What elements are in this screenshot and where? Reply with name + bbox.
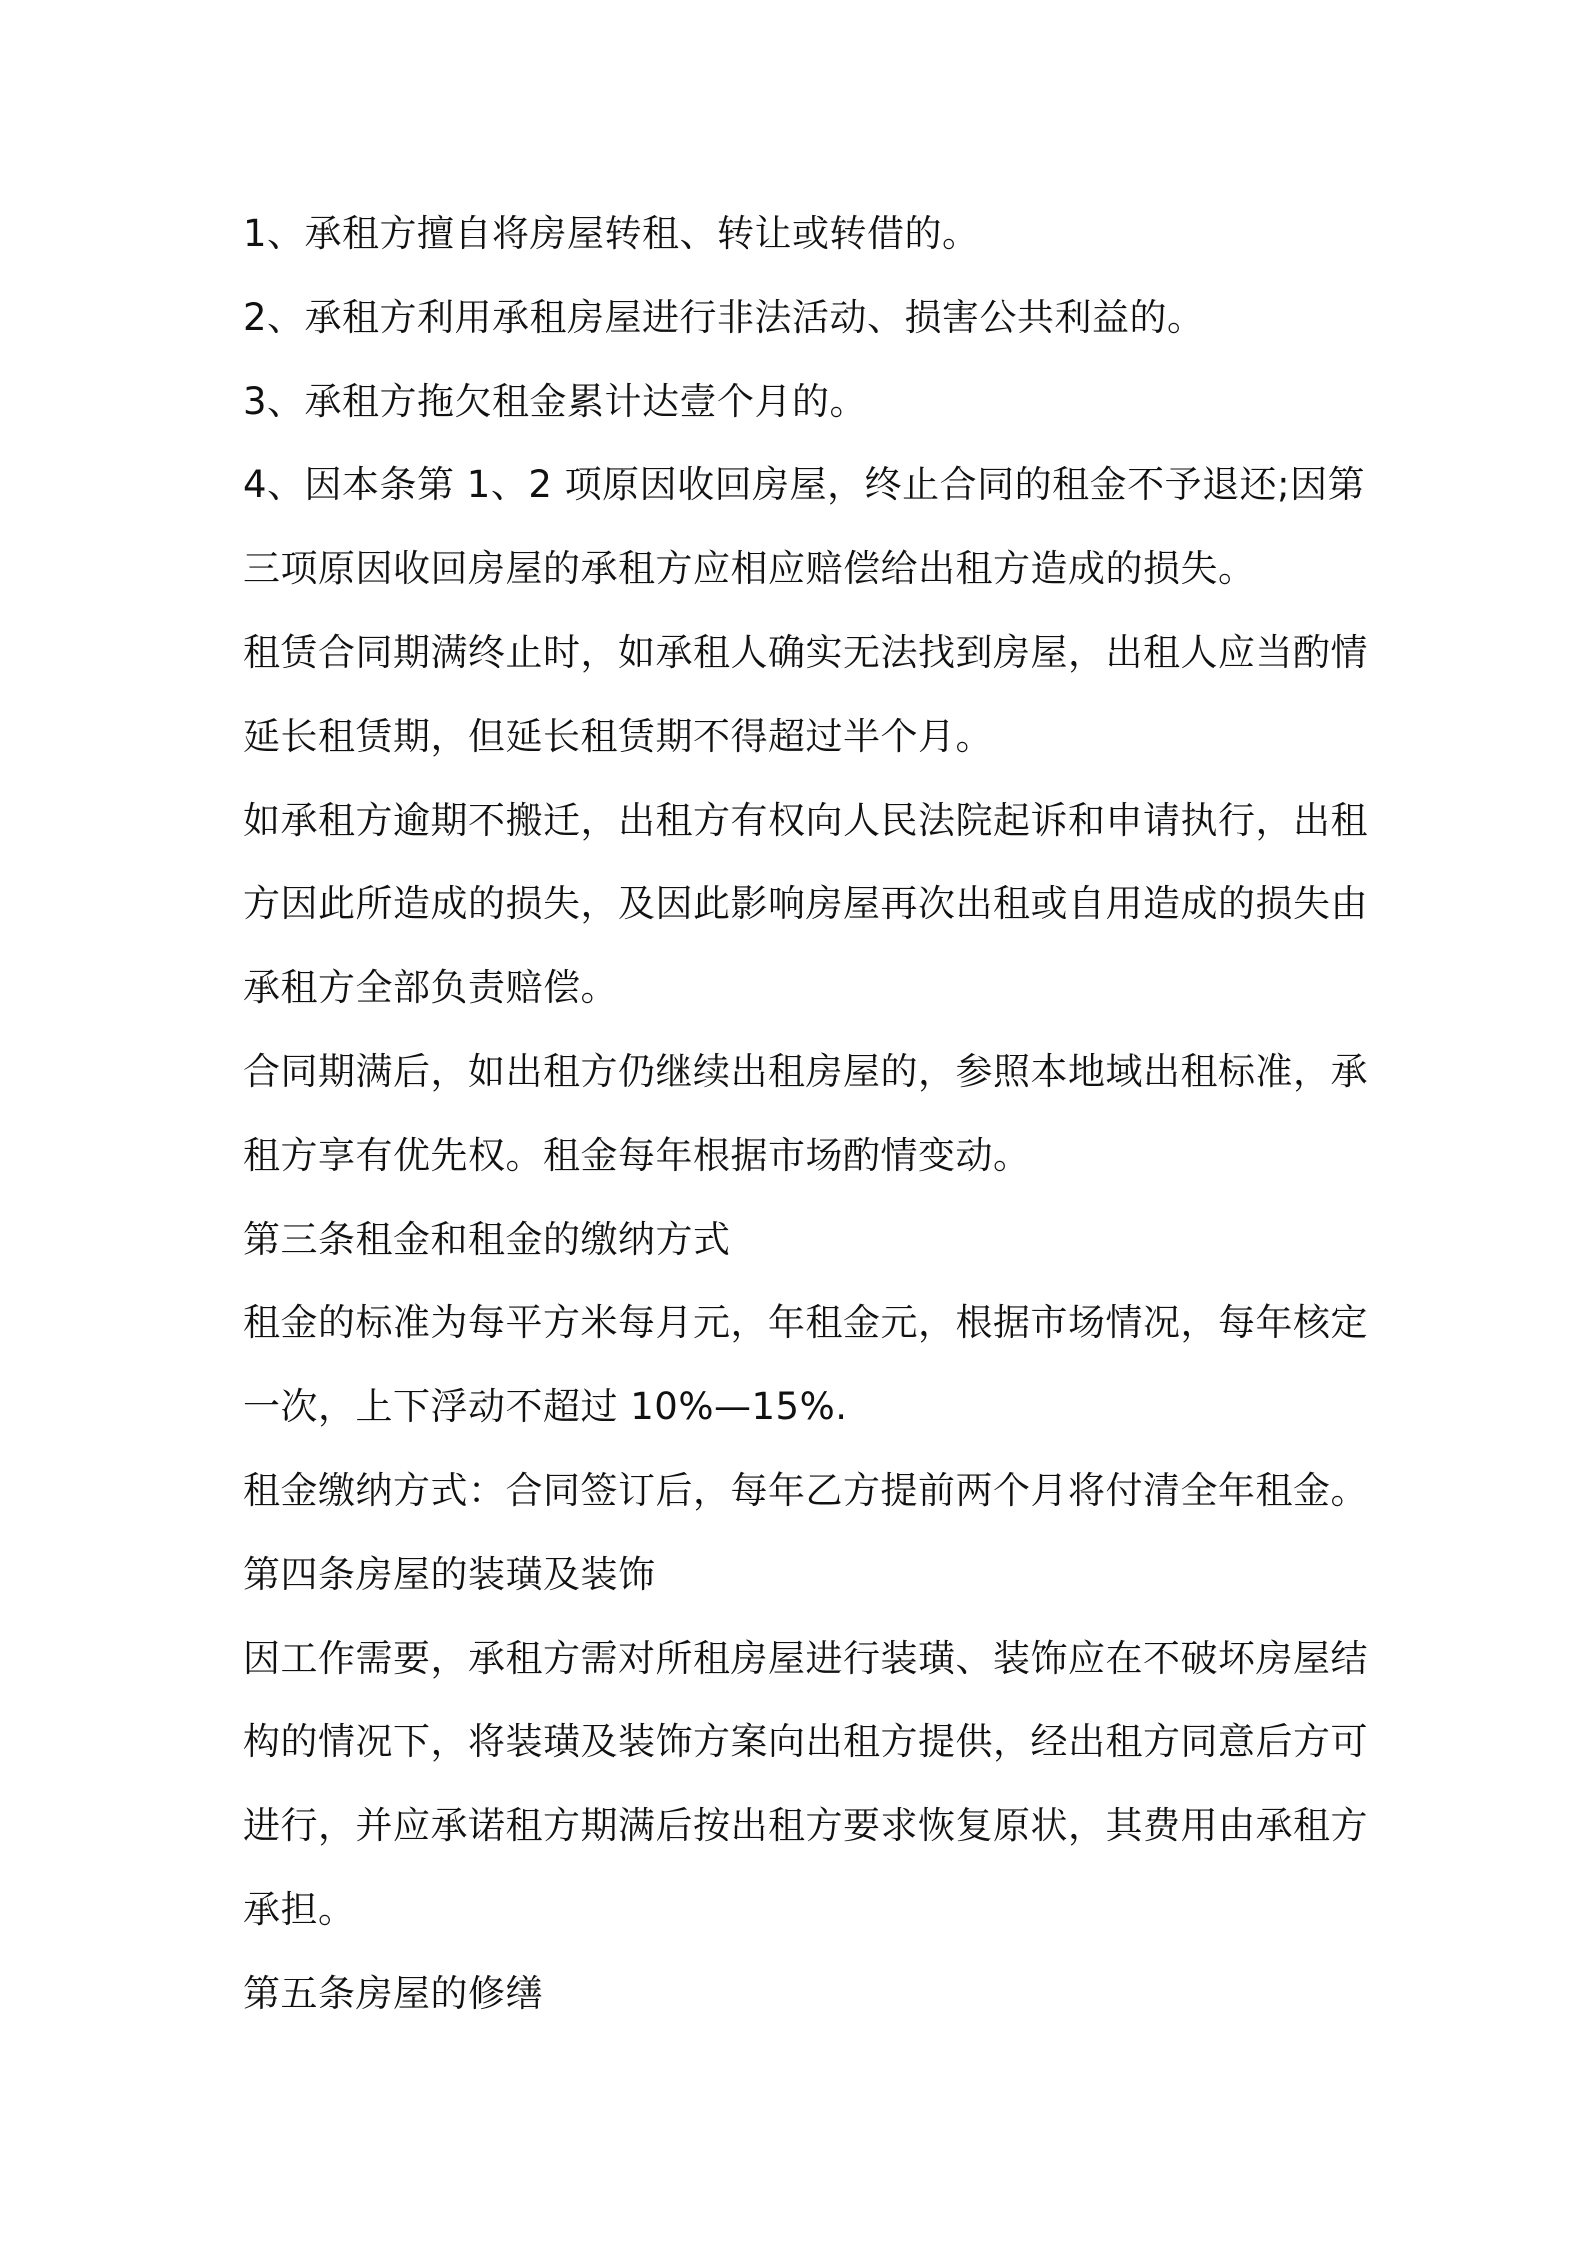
text-line: 1、承租方擅自将房屋转租、转让或转借的。 bbox=[243, 212, 980, 255]
text-line: 4、因本条第 1、2 项原因收回房屋，终止合同的租金不予退还;因第 bbox=[243, 463, 1366, 507]
text-line: 承租方全部负责赔偿。 bbox=[243, 966, 618, 1010]
text-line: 延长租赁期，但延长租赁期不得超过半个月。 bbox=[243, 714, 993, 758]
document-body bbox=[243, 192, 1368, 2036]
section-heading-article-4: 第四条房屋的装璜及装饰 bbox=[243, 1552, 656, 1596]
section-heading-article-3: 第三条租金和租金的缴纳方式 bbox=[243, 1217, 731, 1261]
section-heading-article-5: 第五条房屋的修缮 bbox=[243, 1971, 543, 2015]
text-line: 三项原因收回房屋的承租方应相应赔偿给出租方造成的损失。 bbox=[243, 547, 1256, 591]
text-line: 因工作需要，承租方需对所租房屋进行装璜、装饰应在不破坏房屋结 bbox=[243, 1636, 1368, 1680]
text-line: 3、承租方拖欠租金累计达壹个月的。 bbox=[243, 379, 868, 423]
text-line: 租金缴纳方式：合同签订后，每年乙方提前两个月将付清全年租金。 bbox=[243, 1468, 1368, 1512]
text-line: 构的情况下，将装璜及装饰方案向出租方提供，经出租方同意后方可 bbox=[243, 1720, 1368, 1764]
text-line: 租金的标准为每平方米每月元，年租金元，根据市场情况，每年核定 bbox=[243, 1301, 1368, 1345]
text-line: 进行，并应承诺租方期满后按出租方要求恢复原状，其费用由承租方 bbox=[243, 1804, 1368, 1848]
text-line: 合同期满后，如出租方仍继续出租房屋的，参照本地域出租标准，承 bbox=[243, 1049, 1368, 1093]
text-line: 方因此所造成的损失，及因此影响房屋再次出租或自用造成的损失由 bbox=[243, 882, 1368, 926]
text-line: 租赁合同期满终止时，如承租人确实无法找到房屋，出租人应当酌情 bbox=[243, 630, 1368, 674]
text-line: 如承租方逾期不搬迁，出租方有权向人民法院起诉和申请执行，出租 bbox=[243, 798, 1368, 842]
text-line: 租方享有优先权。租金每年根据市场酌情变动。 bbox=[243, 1133, 1031, 1177]
text-line: 一次，上下浮动不超过 10%—15%. bbox=[243, 1385, 848, 1429]
text-line: 承担。 bbox=[243, 1887, 356, 1931]
text-line: 2、承租方利用承租房屋进行非法活动、损害公共利益的。 bbox=[243, 295, 1205, 339]
